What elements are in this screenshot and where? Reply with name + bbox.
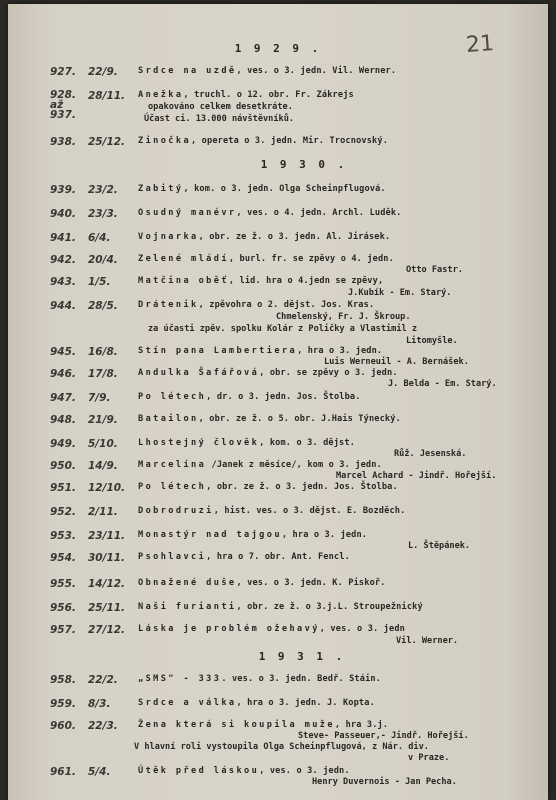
entry-title: Stín pana Lambertiera: [138, 346, 298, 356]
entry-number: 946.: [50, 368, 76, 380]
entry-title: Zabitý: [138, 184, 184, 194]
entry-number: 944.: [50, 300, 76, 312]
entry-number: 938.: [50, 136, 76, 148]
entry-rest: , lid. hra o 4.jedn se zpěvy,: [228, 276, 384, 286]
entry-date: 25/11.: [88, 602, 126, 614]
entry-text: [138, 208, 402, 218]
entry-title: Útěk před láskou: [138, 766, 260, 776]
entry-continuation: opakováno celkem desetkráte.: [148, 102, 293, 112]
entry-rest: , obr. ze ž. o 3.j.L. Stroupežnický: [236, 602, 423, 612]
entry-number: 941.: [50, 232, 76, 244]
entry-number: 952.: [50, 506, 76, 518]
entry-rest: /Janek z měsíce/, kom o 3. jedn.: [206, 460, 382, 470]
entry-title: Monastýr nad tajgou: [138, 530, 282, 540]
entry-text: [138, 552, 350, 562]
entry-title: Batailon: [138, 414, 199, 424]
entry-continuation: v Praze.: [408, 753, 450, 763]
entry-text: [138, 90, 354, 100]
entry-number: 959.: [50, 698, 76, 710]
entry-text: [138, 624, 405, 634]
entry-text: [138, 276, 383, 286]
entry-text: [138, 698, 375, 708]
entry-number: 960.: [50, 720, 76, 732]
entry-continuation: Otto Fastr.: [406, 265, 463, 275]
entry-date: 12/10.: [88, 482, 126, 494]
entry-text: [138, 506, 405, 516]
entry-rest: , hra 3.j.: [334, 720, 389, 730]
entry-continuation: V hlavní roli vystoupila Olga Scheinpflugová, z Nár. div.: [134, 742, 429, 752]
entry-continuation: Steve- Passeuer,- Jindř. Hořejší.: [298, 731, 469, 741]
entry-text: [138, 392, 361, 402]
year-heading-1931: 1 9 3 1 .: [258, 650, 346, 663]
entry-date: 28/11.: [88, 90, 126, 102]
entry-continuation: J. Belda - Em. Starý.: [388, 379, 497, 389]
entry-number: 955.: [50, 578, 76, 590]
entry-rest: , ves. o 3. jedn: [319, 624, 405, 634]
entry-text: [138, 766, 350, 776]
entry-date: 23/11.: [88, 530, 126, 542]
entry-title: Vojnarka: [138, 232, 199, 242]
entry-date: 6/4.: [88, 232, 111, 244]
entry-title: Psohlavci: [138, 552, 207, 562]
entry-date: 21/9.: [88, 414, 118, 426]
entry-text: [138, 460, 382, 470]
entry-title: Zinočka: [138, 136, 192, 146]
entry-number: 954.: [50, 552, 76, 564]
entry-text: [138, 346, 382, 356]
entry-number: 943.: [50, 276, 76, 288]
entry-title: „SMS" - 333: [138, 674, 222, 684]
entry-date: 23/3.: [88, 208, 118, 220]
entry-text: [138, 254, 394, 264]
typewritten-page: [8, 4, 548, 800]
entry-text: [138, 482, 398, 492]
entry-text: [138, 578, 386, 588]
entry-title: Zelené mládí: [138, 254, 229, 264]
entry-rest: , obr. ze ž. o 3. jedn. Al. Jirásek.: [198, 232, 391, 242]
entry-continuation: Účast ci. 13.000 návštěvníků.: [144, 114, 295, 124]
entry-text: [138, 414, 401, 424]
entry-title: Anežka: [138, 90, 184, 100]
entry-rest: , truchl. o 12. obr. Fr. Zákrejs: [183, 90, 354, 100]
entry-title: Osudný manévr: [138, 208, 237, 218]
entry-number: 951.: [50, 482, 76, 494]
entry-text: [138, 66, 396, 76]
entry-date: 28/5.: [88, 300, 118, 312]
entry-text: [138, 674, 381, 684]
entry-title: Po létech: [138, 392, 207, 402]
entry-number: 940.: [50, 208, 76, 220]
page-number: 21: [465, 31, 495, 58]
entry-number: 942.: [50, 254, 76, 266]
entry-date: 5/4.: [88, 766, 111, 778]
entry-number: 958.: [50, 674, 76, 686]
entry-number: 927.: [50, 66, 76, 78]
entry-rest: , obr. ze ž. o 3. jedn. Jos. Štolba.: [206, 482, 398, 492]
entry-date: 7/9.: [88, 392, 111, 404]
entry-title: Andulka Šafářová: [138, 368, 260, 378]
entry-date: 14/9.: [88, 460, 118, 472]
entry-date: 22/2.: [88, 674, 118, 686]
entry-rest: , hra o 3. jedn.: [297, 346, 383, 356]
entry-date: 8/3.: [88, 698, 111, 710]
entry-date: 14/12.: [88, 578, 126, 590]
entry-continuation: za účasti zpěv. spolku Kolár z Poličky a Vlastimil z: [148, 324, 418, 334]
entry-text: [138, 232, 390, 242]
entry-date: 17/8.: [88, 368, 118, 380]
entry-title: Po létech: [138, 482, 207, 492]
entry-text: [138, 300, 374, 310]
entry-date: 25/12.: [88, 136, 126, 148]
entry-rest: , dr. o 3. jedn. Jos. Štolba.: [206, 392, 361, 402]
entry-text: [138, 720, 388, 730]
entry-continuation: Vil. Werner.: [396, 636, 459, 646]
entry-number: 928. až 937.: [50, 89, 76, 121]
entry-title: Obnažené duše: [138, 578, 237, 588]
entry-date: 22/3.: [88, 720, 118, 732]
entry-date: 16/8.: [88, 346, 118, 358]
entry-number: 957.: [50, 624, 76, 636]
entry-rest: , opereta o 3. jedn. Mir. Trocnovský.: [191, 136, 389, 146]
entry-rest: , obr. ze ž. o 5. obr. J.Hais Týnecký.: [198, 414, 401, 424]
entry-title: Láska je problém ožehavý: [138, 624, 320, 634]
entry-text: [138, 438, 355, 448]
entry-title: Lhostejný člověk: [138, 438, 260, 448]
entry-number: 961.: [50, 766, 76, 778]
entry-text: [138, 368, 398, 378]
entry-text: [138, 602, 423, 612]
entry-number: 953.: [50, 530, 76, 542]
entry-rest: , hra o 3. jedn.: [281, 530, 368, 540]
entry-continuation: L. Štěpánek.: [408, 541, 471, 551]
entry-date: 22/9.: [88, 66, 118, 78]
entry-number: 939.: [50, 184, 76, 196]
entry-continuation: Henry Duvernois - Jan Pecha.: [312, 777, 457, 787]
entry-rest: , zpěvohra o 2. dějst. Jos. Kras.: [198, 300, 375, 310]
entry-text: [138, 136, 388, 146]
entry-number: 947.: [50, 392, 76, 404]
year-heading-1930: 1 9 3 0 .: [260, 158, 348, 171]
entry-number: 949.: [50, 438, 76, 450]
entry-rest: , obr. se zpěvy o 3. jedn.: [259, 368, 398, 378]
entry-date: 2/11.: [88, 506, 118, 518]
entry-title: Srdce na uzdě: [138, 66, 237, 76]
entry-rest: , ves. o 3. jedn. Vil. Werner.: [236, 66, 397, 76]
entry-date: 20/4.: [88, 254, 118, 266]
entry-title: Dobrodruzi: [138, 506, 214, 516]
entry-continuation: J.Kubík - Em. Starý.: [348, 288, 452, 298]
entry-title: Žena která si koupila muže: [138, 720, 335, 730]
entry-continuation: Marcel Achard - Jindř. Hořejší.: [336, 471, 497, 481]
entry-title: Matčina oběť: [138, 276, 229, 286]
entry-continuation: Luis Werneuil - A. Bernášek.: [324, 357, 469, 367]
entry-date: 30/11.: [88, 552, 126, 564]
entry-rest: , hist. ves. o 3. dějst. E. Bozděch.: [213, 506, 406, 516]
entry-title: Naši furianti: [138, 602, 237, 612]
entry-date: 1/5.: [88, 276, 111, 288]
entry-number: 948.: [50, 414, 76, 426]
entry-number: 950.: [50, 460, 76, 472]
entry-rest: , kom. o 3. jedn. Olga Scheinpflugová.: [183, 184, 386, 194]
entry-continuation: Litomyšle.: [406, 336, 458, 346]
entry-text: [138, 530, 367, 540]
entry-number: 956.: [50, 602, 76, 614]
entry-rest: , burl. fr. se zpěvy o 4. jedn.: [228, 254, 394, 264]
entry-title: Marcelína: [138, 460, 207, 470]
entry-title: Drátenik: [138, 300, 199, 310]
year-heading-1929: 1 9 2 9 .: [234, 42, 322, 55]
entry-continuation: Chmelenský, Fr. J. Škroup.: [276, 312, 411, 322]
entry-rest: , hra o 7. obr. Ant. Fencl.: [206, 552, 350, 562]
entry-rest: , hra o 3. jedn. J. Kopta.: [236, 698, 375, 708]
entry-text: [138, 184, 386, 194]
entry-rest: , kom. o 3. dějst.: [259, 438, 356, 448]
entry-rest: , ves. o 4. jedn. Archl. Luděk.: [236, 208, 402, 218]
entry-date: 5/10.: [88, 438, 118, 450]
entry-date: 23/2.: [88, 184, 118, 196]
entry-rest: , ves. o 3. jedn. K. Piskoř.: [236, 578, 386, 588]
entry-rest: . ves. o 3. jedn. Bedř. Stáin.: [221, 674, 382, 684]
entry-rest: , ves. o 3. jedn.: [259, 766, 350, 776]
entry-number: 945.: [50, 346, 76, 358]
entry-date: 27/12.: [88, 624, 126, 636]
entry-continuation: Růž. Jesenská.: [394, 449, 467, 459]
entry-title: Srdce a válka: [138, 698, 237, 708]
